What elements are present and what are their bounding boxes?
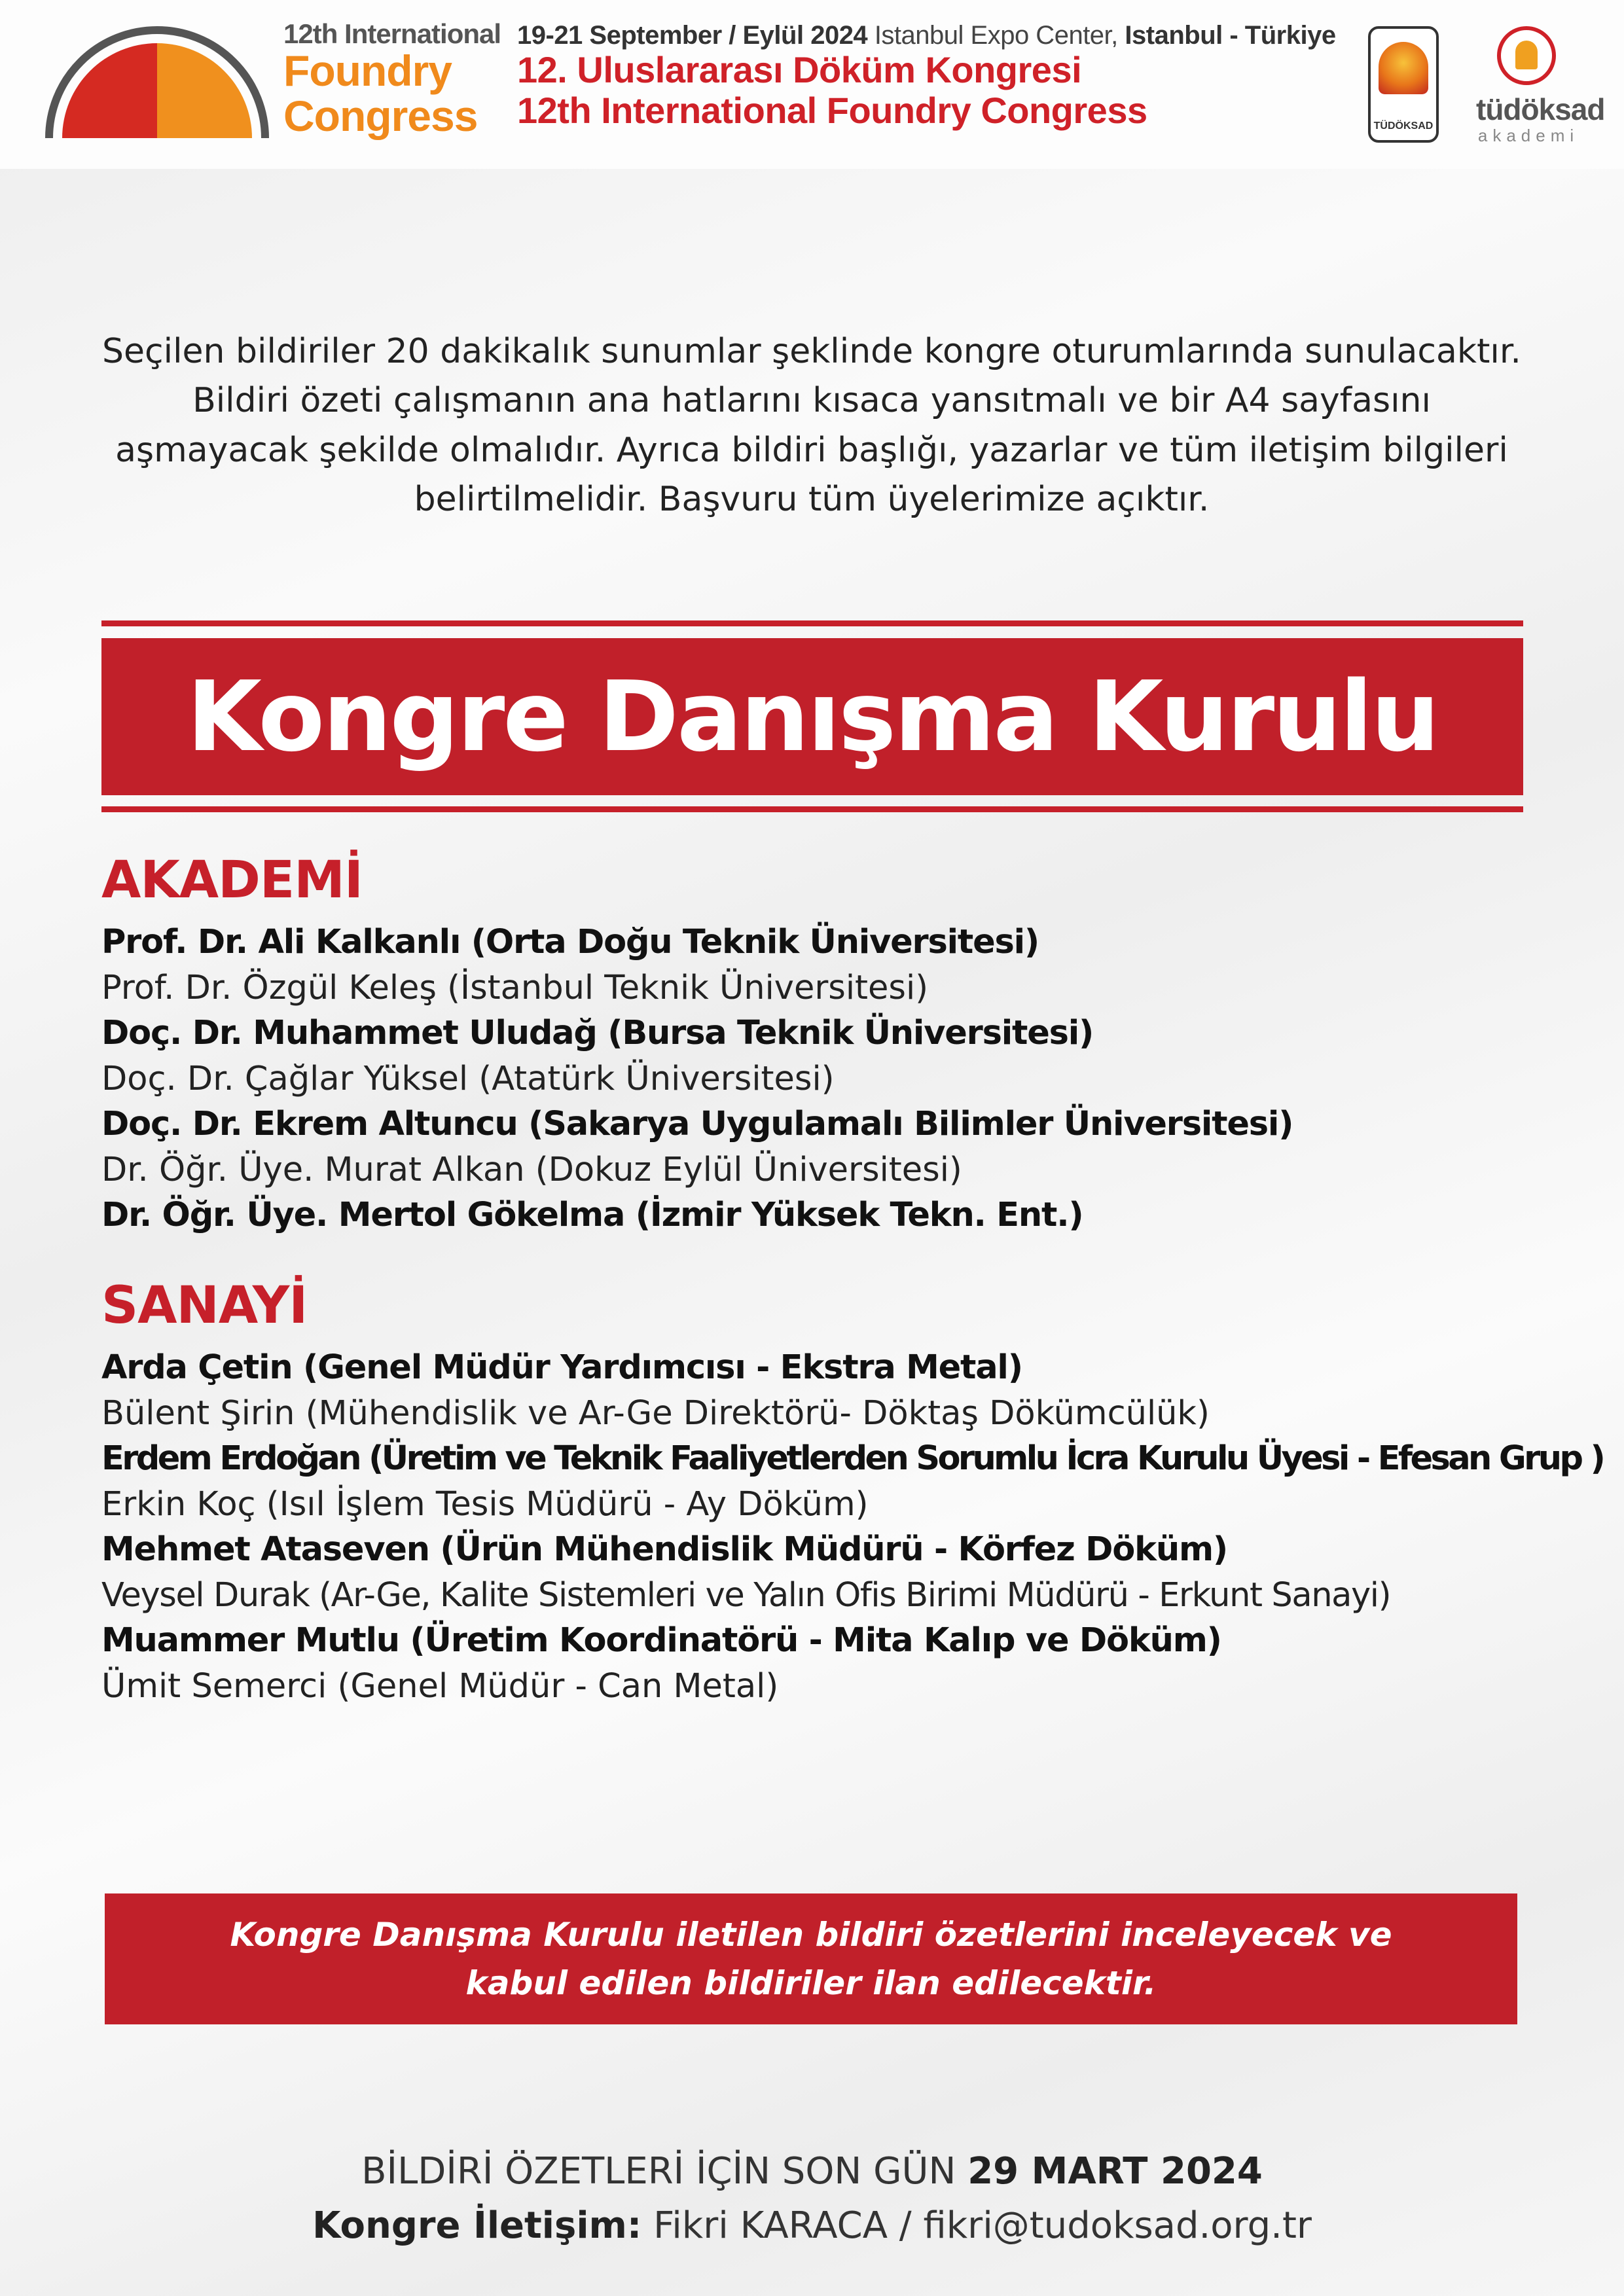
list-item: Prof. Dr. Ali Kalkanlı (Orta Doğu Teknik Üniversitesi) <box>101 923 1039 961</box>
logo-line-3: Congress <box>283 92 478 141</box>
list-item: Muammer Mutlu (Üretim Koordinatörü - Mita Kalıp ve Döküm) <box>101 1621 1221 1660</box>
list-item: Erkin Koç (Isıl İşlem Tesis Müdürü - Ay Döküm) <box>101 1484 869 1524</box>
header-info <box>517 21 1336 130</box>
board-title: Kongre Danışma Kurulu <box>101 638 1523 795</box>
event-date: 19-21 September / Eylül 2024 <box>517 21 868 50</box>
list-item: Mehmet Ataseven (Ürün Mühendislik Müdürü - Körfez Döküm) <box>101 1530 1227 1569</box>
list-item: Ümit Semerci (Genel Müdür - Can Metal) <box>101 1666 779 1706</box>
divider-top <box>101 620 1523 626</box>
title-turkish: 12. Uluslararası Döküm Kongresi <box>517 49 1082 90</box>
akademi-emblem-icon <box>1497 26 1556 85</box>
list-item: Arda Çetin (Genel Müdür Yardımcısı - Ekstra Metal) <box>101 1348 1022 1387</box>
notice-line-1: Kongre Danışma Kurulu iletilen bildiri özetlerini inceleyecek ve <box>230 1916 1392 1954</box>
list-item: Dr. Öğr. Üye. Mertol Gökelma (İzmir Yüksek Tekn. Ent.) <box>101 1196 1083 1234</box>
academy-section <box>101 848 1574 1238</box>
review-notice <box>105 1893 1517 2024</box>
contact-line <box>0 2204 1624 2247</box>
deadline-date: 29 MART 2024 <box>967 2150 1263 2193</box>
list-item: Erdem Erdoğan (Üretim ve Teknik Faaliyetlerden Sorumlu İcra Kurulu Üyesi - Efesan Grup ) <box>101 1439 1604 1478</box>
logo-line-2: Foundry <box>283 46 452 96</box>
congress-logo-text <box>283 20 501 139</box>
list-item: Bülent Şirin (Mühendislik ve Ar-Ge Direktörü- Döktaş Dökümcülük) <box>101 1393 1210 1433</box>
contact-label: Kongre İletişim: <box>312 2204 642 2247</box>
contact-value: Fikri KARACA / fikri@tudoksad.org.tr <box>653 2204 1312 2247</box>
notice-line-2: kabul edilen bildiriler ilan edilecektir. <box>465 1964 1157 2002</box>
congress-logo-icon <box>43 24 272 141</box>
tudoksad-akademi-logo <box>1476 26 1605 145</box>
header <box>0 0 1624 169</box>
list-item: Dr. Öğr. Üye. Murat Alkan (Dokuz Eylül Üniversitesi) <box>101 1150 962 1189</box>
event-date-venue <box>517 21 1336 50</box>
event-city: Istanbul - Türkiye <box>1125 21 1336 50</box>
deadline-label: BİLDİRİ ÖZETLERİ İÇİN SON GÜN <box>361 2150 956 2193</box>
list-item: Doç. Dr. Muhammet Uludağ (Bursa Teknik Üniversitesi) <box>101 1014 1094 1052</box>
title-english: 12th International Foundry Congress <box>517 89 1147 131</box>
badge-text: TÜDÖKSAD <box>1373 120 1434 132</box>
academy-heading: AKADEMİ <box>101 851 363 910</box>
list-item: Prof. Dr. Özgül Keleş (İstanbul Teknik Üniversitesi) <box>101 968 929 1007</box>
industry-section <box>101 1273 1604 1709</box>
deadline-line <box>0 2150 1624 2193</box>
akademi-name: tüdöksad <box>1476 92 1605 126</box>
crucible-icon <box>1379 42 1428 94</box>
list-item: Doç. Dr. Ekrem Altuncu (Sakarya Uygulamalı Bilimler Üniversitesi) <box>101 1105 1293 1143</box>
event-venue: Istanbul Expo Center, <box>874 21 1118 50</box>
list-item: Doç. Dr. Çağlar Yüksel (Atatürk Üniversitesi) <box>101 1059 835 1098</box>
divider-bottom <box>101 806 1523 812</box>
logo-line-1: 12th International <box>283 18 501 49</box>
list-item: Veysel Durak (Ar-Ge, Kalite Sistemleri ve Yalın Ofis Birimi Müdürü - Erkunt Sanayi) <box>101 1575 1391 1615</box>
intro-paragraph: Seçilen bildiriler 20 dakikalık sunumlar şeklinde kongre oturumlarında sunulacaktır. Bildiri özeti çalışmanın ana hatlarını kısaca yansıtmalı ve bir A4 sayfasını aşmayacak şekilde olmalıdır. Ayrıca bildiri başlığı, yazarlar ve tüm iletişim bilgileri belirtilmelidir. Başvuru tüm üyelerimize açıktır. <box>102 332 1521 520</box>
akademi-sub: akademi <box>1477 126 1579 145</box>
industry-heading: SANAYİ <box>101 1276 308 1335</box>
tudoksad-badge <box>1368 26 1439 143</box>
